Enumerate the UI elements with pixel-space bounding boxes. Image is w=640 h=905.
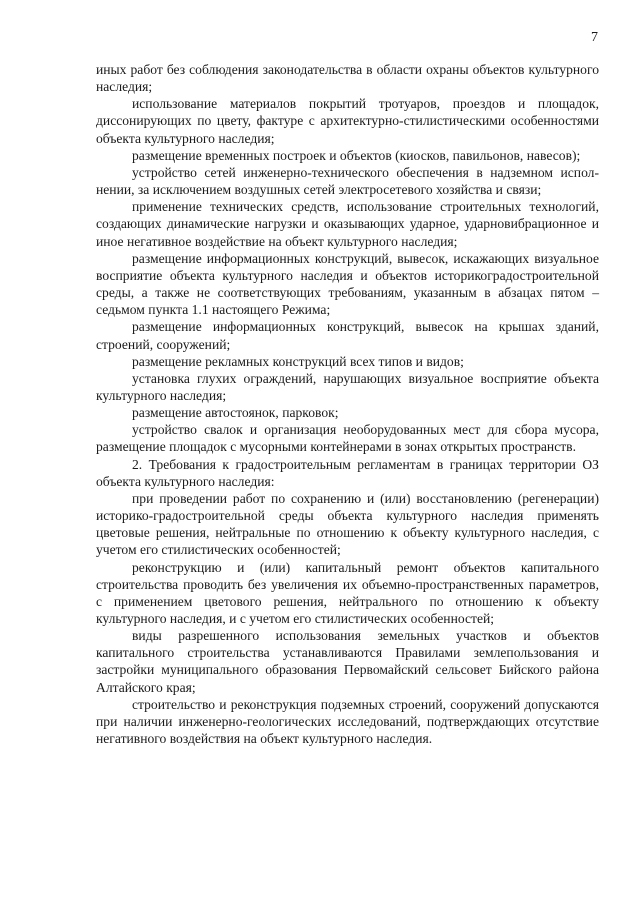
document-body: [96, 61, 599, 747]
paragraph: при проведении работ по сохранению и (или) восстановлению (регенерации) историко-градостроительной среды объекта культурного наследия применять цветовые решения, нейтральные по отношению к объекту культурного наследия, с учетом его стилистических особенностей;: [96, 490, 599, 558]
page-number: 7: [591, 30, 598, 45]
paragraph: размещение автостоянок, парковок;: [132, 405, 339, 421]
paragraph: реконструкцию и (или) капитальный ремонт объектов капитального строительства проводить без увеличения их объемно-пространственных параметров, с применением цветового решения, нейтрального по отношению к объекту культурного наследия, и с учетом его стилистических особенностей;: [96, 559, 599, 626]
section-heading-paragraph: 2. Требования к градостроительным регламентам в границах территории ОЗ объекта культурного наследия:: [96, 456, 599, 489]
paragraph: применение технических средств, использование строительных технологий, создающих динамические нагрузки и оказывающих ударное, ударновибрационное и иное негативное воздействие на объект культурного наследия;: [96, 199, 599, 249]
paragraph: строительство и реконструкция подземных строений, сооружений допускаются при наличии инженерно-геологических исследований, подтверждающих отсутствие негативного воздействия на объект культурного наследия.: [96, 696, 599, 747]
paragraph: устройство свалок и организация необорудованных мест для сбора мусора, размещение площадок с мусорными контейнерами в зонах открытых пространств.: [96, 422, 599, 455]
paragraph: размещение информационных конструкций, вывесок на крышах зданий, строений, сооружений;: [96, 319, 599, 352]
paragraph: иных работ без соблюдения законодательства в области охраны объектов культурного наследия;: [96, 62, 599, 95]
paragraph: использование материалов покрытий тротуаров, проездов и площадок, диссонирующих по цвету, фактуре с архитектурно-стилистическими особенностями объекта культурного наследия;: [96, 96, 599, 146]
paragraph: размещение информационных конструкций, вывесок, искажающих визуальное восприятие объекта культурного наследия и объектов историкоградостроительной среды, а также не соответствующих требованиям, указанным в абзацах пятом – седьмом пункта 1.1 настоящего Режима;: [96, 250, 599, 318]
paragraph: устройство сетей инженерно-технического обеспечения в надземном исполнении, за исключением воздушных сетей электросетевого хозяйства и связи;: [96, 164, 599, 198]
paragraph: установка глухих ограждений, нарушающих визуальное восприятие объекта культурного наследия;: [96, 370, 599, 403]
paragraph: размещение временных построек и объектов (киосков, павильонов, навесов);: [132, 147, 581, 163]
paragraph: размещение рекламных конструкций всех типов и видов;: [132, 353, 464, 369]
paragraph: виды разрешенного использования земельных участков и объектов капитального строительства устанавливаются Правилами землепользования и застройки муниципального образования Первомайский сельсовет Бийского района Алтайского края;: [96, 628, 599, 695]
